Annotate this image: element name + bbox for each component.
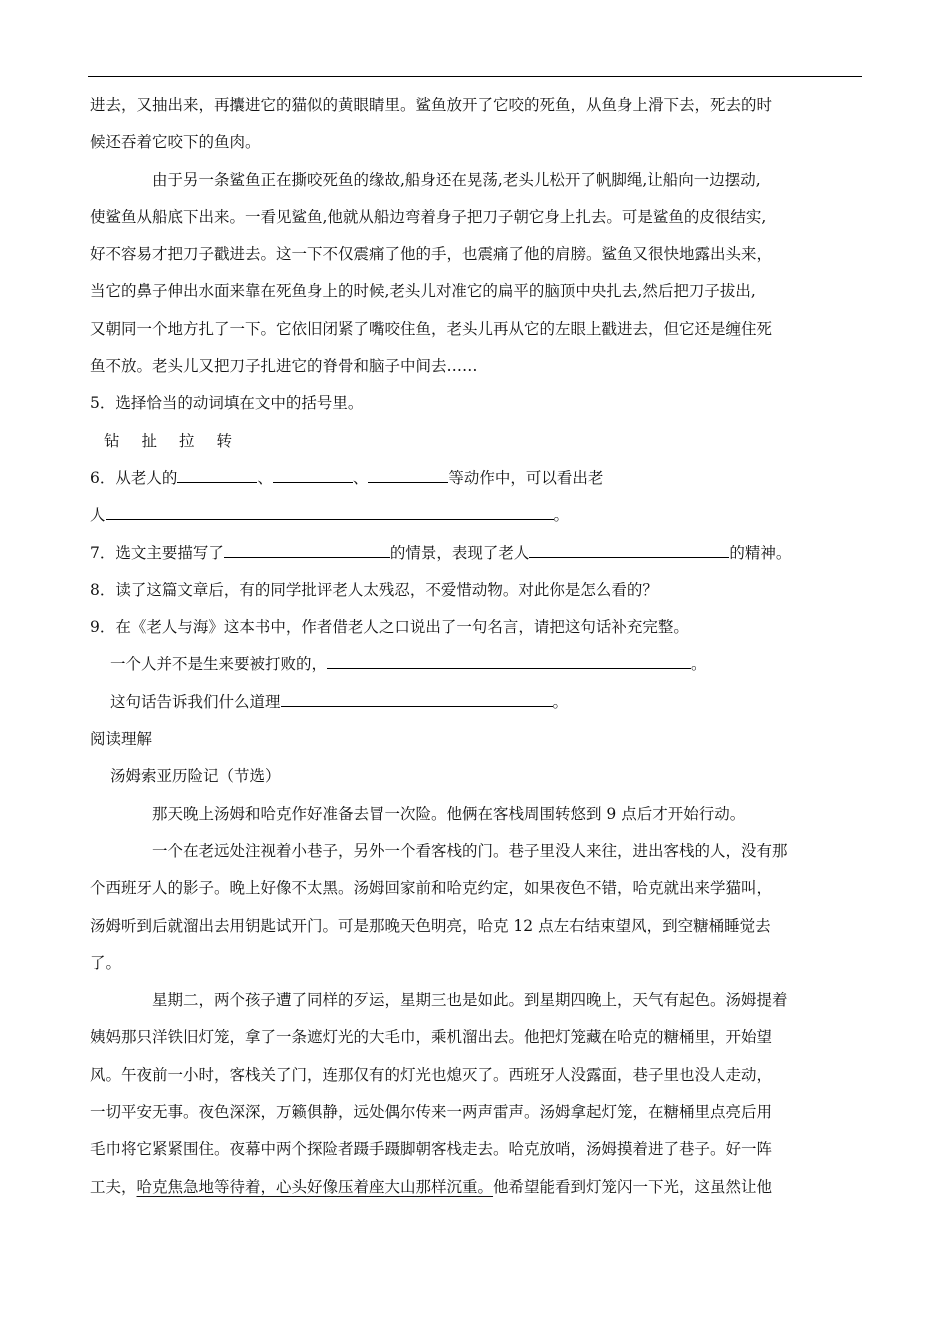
passage-text: 他希望能看到灯笼闪一下光，这虽然让他 [493,1177,773,1196]
passage-line: 一切平安无事。夜色深深，万籁俱静，远处偶尔传来一两声雷声。汤姆拿起灯笼，在糖桶里点亮后用 [90,1103,773,1122]
question-9-text: 一个人并不是生来要被打败的， [110,655,328,674]
passage-text: 工夫， [90,1177,137,1196]
passage-line: 鱼不放。老头儿又把刀子扎进它的脊骨和脑子中间去…… [90,357,478,376]
page-content [90,87,862,1206]
passage-line: 那天晚上汤姆和哈克作好准备去冒一次险。他俩在客栈周围转悠到 9 点后才开始行动。 [152,804,746,823]
question-6-text: 。 [553,506,570,525]
passage-line: 个西班牙人的影子。晚上好像不太黑。汤姆回家前和哈克约定，如果夜色不错，哈克就出来学猫叫， [90,879,773,898]
answer-blank[interactable] [368,464,448,483]
question-6 [90,460,862,497]
word-option: 扯 [141,431,158,450]
question-6-text: 人 [90,506,106,525]
passage-line: 姨妈那只洋铁旧灯笼，拿了一条遮灯光的大毛巾，乘机溜出去。他把灯笼藏在哈克的糖桶里，开始望 [90,1028,773,1047]
question-7-text: 7．选文主要描写了 [90,543,224,562]
answer-blank[interactable] [224,539,390,558]
separator: 、 [352,468,369,487]
word-bank [90,423,862,460]
word-option: 转 [216,431,233,450]
answer-blank[interactable] [327,650,691,669]
separator: 、 [257,468,273,487]
passage-line: 使鲨鱼从船底下出来。一看见鲨鱼,他就从船边弯着身子把刀子朝它身上扎去。可是鲨鱼的皮很结实, [90,207,767,226]
passage-line: 汤姆听到后就溜出去用钥匙试开门。可是那晚天色明亮，哈克 12 点左右结束望风，到空糖桶睡觉去 [90,916,771,935]
passage-title: 汤姆索亚历险记（节选） [110,767,281,786]
answer-blank[interactable] [281,688,553,707]
question-9-quote [90,646,862,683]
question-9-text: 。 [552,692,569,711]
question-7-text: 的精神。 [729,543,792,562]
answer-blank[interactable] [106,501,554,520]
question-9-text: 这句话告诉我们什么道理 [110,692,281,711]
passage-line: 由于另一条鲨鱼正在撕咬死鱼的缘故,船身还在晃荡,老头儿松开了帆脚绳,让船向一边摆动, [152,170,761,189]
passage-line: 又朝同一个地方扎了一下。它依旧闭紧了嘴咬住鱼，老头儿再从它的左眼上戳进去，但它还是缠住死 [90,319,773,338]
underlined-sentence: 哈克焦急地等待着，心头好像压着座大山那样沉重。 [136,1177,494,1196]
question-5: 5．选择恰当的动词填在文中的括号里。 [90,394,364,413]
question-6-text: 6．从老人的 [90,468,178,487]
section-heading: 阅读理解 [90,730,153,749]
question-9-meaning [90,684,862,721]
passage-line: 毛巾将它紧紧围住。夜幕中两个探险者蹑手蹑脚朝客栈走去。哈克放哨，汤姆摸着进了巷子。好一阵 [90,1140,773,1159]
passage-line: 候还吞着它咬下的鱼肉。 [90,133,261,152]
passage-line: 好不容易才把刀子戳进去。这一下不仅震痛了他的手，也震痛了他的肩膀。鲨鱼又很快地露出头来， [90,245,773,264]
passage-line: 星期二，两个孩子遭了同样的歹运，星期三也是如此。到星期四晚上，天气有起色。汤姆提着 [152,991,788,1010]
question-9: 9．在《老人与海》这本书中，作者借老人之口说出了一句名言，请把这句话补充完整。 [90,618,689,637]
passage-line: 当它的鼻子伸出水面来靠在死鱼身上的时候,老头儿对准它的扁平的脑顶中央扎去,然后把刀子拔出, [90,282,756,301]
answer-blank[interactable] [529,539,729,558]
question-7-text: 的情景，表现了老人 [389,543,530,562]
passage-line: 进去，又抽出来，再攮进它的猫似的黄眼睛里。鲨鱼放开了它咬的死鱼，从鱼身上滑下去，死去的时 [90,96,773,114]
word-option: 拉 [179,431,195,450]
question-8: 8．读了这篇文章后，有的同学批评老人太残忍，不爱惜动物。对此你是怎么看的？ [90,580,658,599]
answer-blank[interactable] [273,464,353,483]
passage-line [90,1169,862,1206]
passage-line: 风。午夜前一小时，客栈关了门，连那仅有的灯光也熄灭了。西班牙人没露面，巷子里也没人走动， [90,1065,773,1084]
question-6-cont [90,497,862,534]
question-6-text: 等动作中，可以看出老 [448,468,604,487]
question-9-text: 。 [691,655,707,674]
passage-line: 了。 [90,953,122,972]
question-7 [90,535,862,572]
passage-line: 一个在老远处注视着小巷子，另外一个看客栈的门。巷子里没人来往，进出客栈的人，没有那 [152,841,788,860]
word-option: 钻 [104,431,120,450]
answer-blank[interactable] [177,464,257,483]
header-rule [88,76,862,77]
